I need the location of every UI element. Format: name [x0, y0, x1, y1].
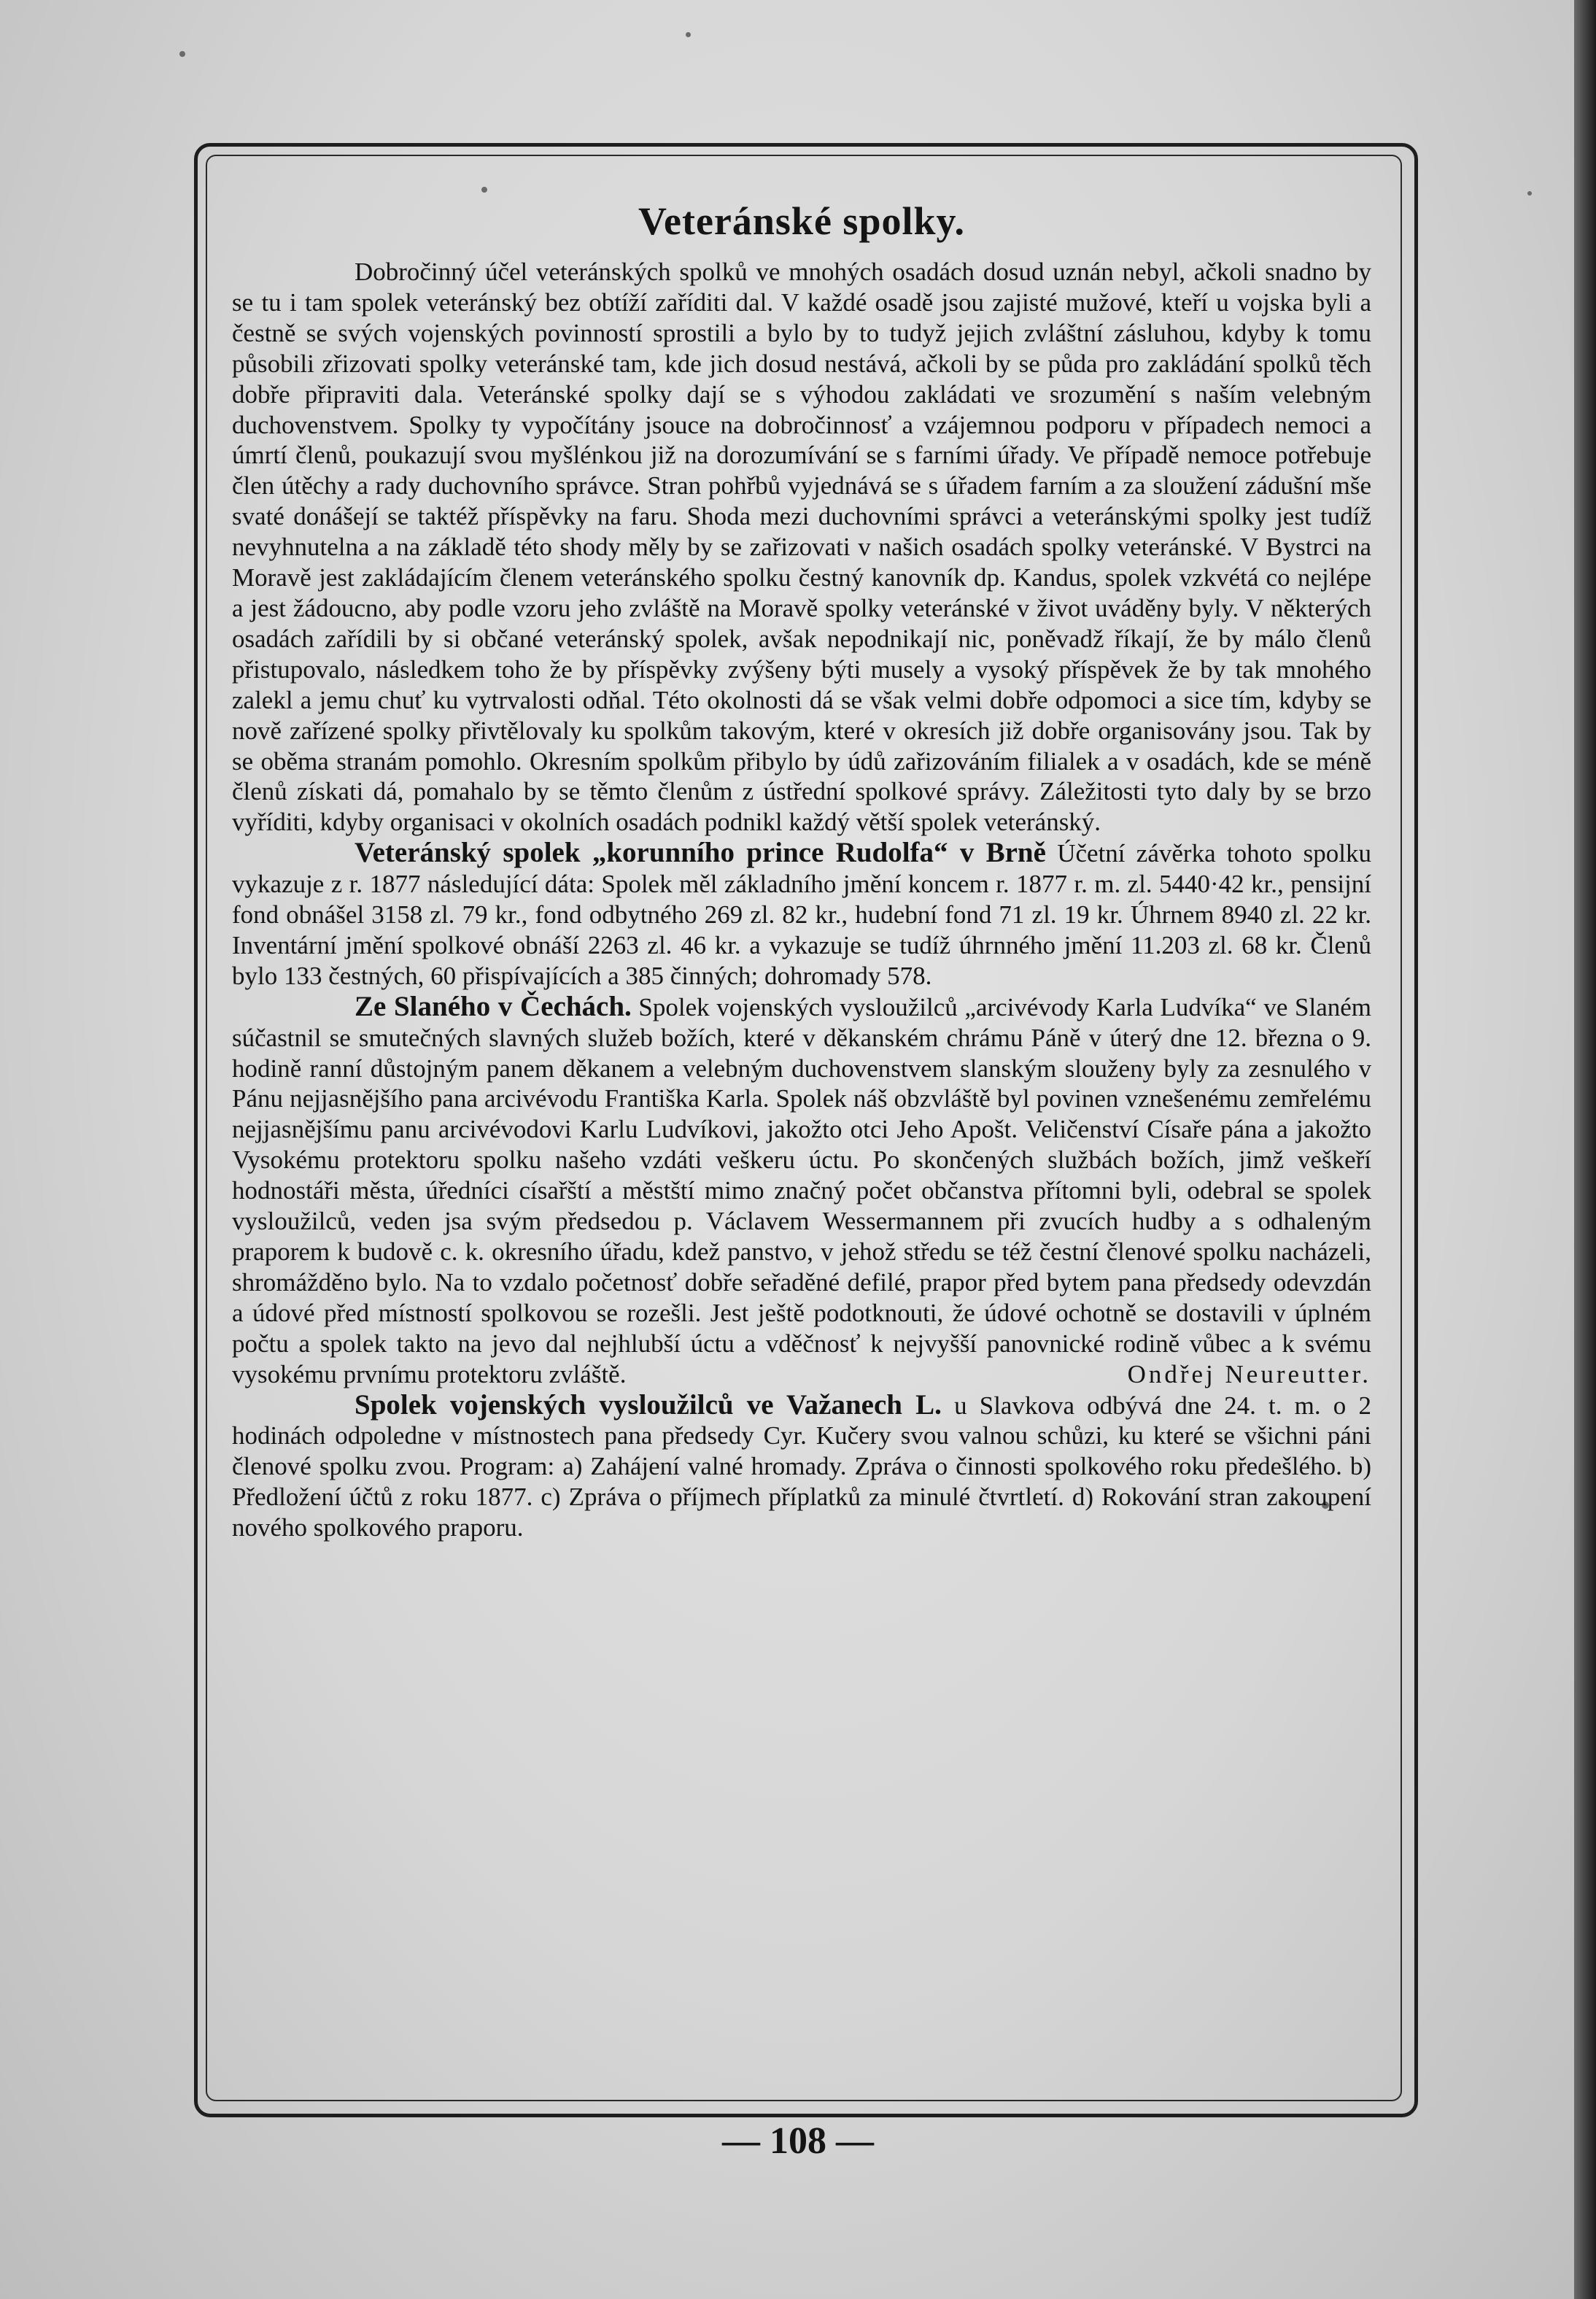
dust-speck — [686, 32, 691, 37]
article-paragraph-intro — [232, 257, 1371, 838]
page-number: — 108 — — [722, 2120, 874, 2162]
paragraph-text: Spolek vojenských vysloužilců „arcivévody Karla Ludvíka“ ve Slaném súčastnil se smutečných slavných služeb božích, které v děkanském chrámu Páně v úterý dne 12. března o 9. hodině ranní důstojným panem děkanem a velebným duchovenstvem slanským slouženy byly za zesnulého v Pánu nejjasnějšího pana arcivévodu Františka Karla. Spolek náš obzvláště byl povinen vznešenému zemřelému nejjasnějšímu panu arcivévodovi Karlu Ludvíkovi, jakožto otci Jeho Apošt. Veličenství Císaře pána a jakožto Vysokému protektoru spolku našeho vzdáti veškeru úctu. Po skončených službách božích, jimž veškeří hodnostáři města, úředníci císařští a městští mimo značný počet občanstva přítomni byli, odebral se spolek vysloužilců, veden jsa svým předsedou p. Václavem Wessermannem při zvucích hudby a s odhaleným praporem k budově c. k. okresního úřadu, kdež panstvo, v jehož středu se též čestní členové spolku nacházeli, shromážděno bylo. Na to vzdalo početnosť dobře seřaděné defilé, prapor před bytem pana předsedy odevzdán a údové před místností spolkovou se rozešli. Jest ještě podotknouti, že údové ochotně se dostavili v úplném počtu a spolek takto na jevo dal nejhlubší úctu a vděčnosť k nejvyšší panovnické rodině vůbec a k svému vysokému prvnímu protektoru zvláště. — [232, 992, 1372, 1388]
paragraph-heading: Veteránský spolek „korunního prince Rudolfa“ v Brně — [355, 837, 1046, 869]
page-title: Veteránské spolky. — [638, 199, 966, 243]
article-paragraph-slany — [232, 992, 1371, 1390]
dust-speck — [179, 51, 185, 57]
paragraph-heading: Spolek vojenských vysloužilců ve Važanech L. — [355, 1388, 942, 1421]
dust-speck — [1527, 191, 1532, 196]
scan-edge-shadow — [1574, 0, 1596, 2299]
paragraph-text: u Slavkova odbývá dne 24. t. m. o 2 hodinách odpoledne v místnostech pana předsedy Cyr. Kučery svou valnou schůzi, ku které se všichni páni členové spolku zvou. Program: a) Zahájení valné hromady. Zpráva o činnosti spolkového roku předešlého. b) Předložení účtů z roku 1877. c) Zpráva o příjmech příplatků za minulé čtvrtletí. d) Rokování stran zakoupení nového spolkového praporu. — [232, 1391, 1371, 1542]
paragraph-text: Dobročinný účel veteránských spolků ve mnohých osadách dosud uznán nebyl, ačkoli snadno by se tu i tam spolek veteránský bez obtíží zaříditi dal. V každé osadě jsou zajisté mužové, kteří u vojska byli a čestně se svých vojenských povinností sprostili a bylo by to tudyž jejich zvláštní zásluhou, kdyby k tomu působili zřizovati spolky veteránské tam, kde jich dosud nestává, ačkoli by se půda pro zakládání spolků těch dobře připraviti dala. Veteránské spolky dají se s výhodou zakládati ve srozumění s naším velebným duchovenstvem. Spolky ty vypočítány jsouce na dobročinnosť a vzájemnou podporu v případech nemoci a úmrtí členů, poukazují svou myšlénkou již na dorozumívání se s farními úřady. Ve případě nemoce potřebuje člen útěchy a rady duchovního správce. Stran pohřbů vyjednává se s úřadem farním a za sloužení zádušní mše svaté donášejí se taktéž příspěvky na faru. Shoda mezi duchovními správci a veteránskými spolky jest tudíž nevyhnutelna a na základě této shody měly by se zařizovati v našich osadách spolky veteránské. V Bystrci na Moravě jest zakládajícím členem veteránského spolku čestný kanovník dp. Kandus, spolek vzkvétá co nejlépe a jest žádoucno, aby podle vzoru jeho zvláště na Moravě spolky veteránské v život uváděny byly. V některých osadách zařídili by si občané veteránský spolek, avšak nepodnikají nic, poněvadž říkají, že by málo členů přistupovalo, následkem toho že by příspěvky zvýšeny býti musely a vysoký příspěvek že by tak mnohého zalekl a jemu chuť ku vytrvalosti odňal. Této okolnosti dá se však velmi dobře odpomoci a sice tím, kdyby se nově zařízené spolky přivtělovaly ku spolkům takovým, které v okresích již dobře organisovány jsou. Tak by se oběma stranám pomohlo. Okresním spolkům přibylo by údů zařizováním filialek a v osadách, kde se méně členů získati dá, pomahalo by se těmto členům z ústřední spolkové správy. Záležitosti tyto daly by se brzo vyříditi, kdyby organisaci v okolních osadách podnikl každý větší spolek veteránský. — [232, 258, 1371, 837]
article-paragraph-vazany — [232, 1390, 1371, 1544]
author-signature: Ondřej Neureutter. — [1127, 1359, 1371, 1388]
paragraph-text: Účetní závěrka tohoto spolku vykazuje z r. 1877 následující dáta: Spolek měl základního jmění koncem r. 1877 r. m. zl. 5440·42 kr., pensijní fond obnášel 3158 zl. 79 kr., fond odbytného 269 zl. 82 kr., hudební fond 71 zl. 19 kr. Úhrnem 8940 zl. 22 kr. Inventární jmění spolkové obnáší 2263 zl. 46 kr. a vykazuje se tudíž úhrnného jmění 11.203 zl. 68 kr. Členů bylo 133 čestných, 60 přispívajících a 385 činných; dohromady 578. — [232, 839, 1371, 990]
article-paragraph-brno — [232, 838, 1371, 992]
paragraph-heading: Ze Slaného v Čechách. — [355, 990, 632, 1022]
article-body — [232, 196, 1371, 1543]
